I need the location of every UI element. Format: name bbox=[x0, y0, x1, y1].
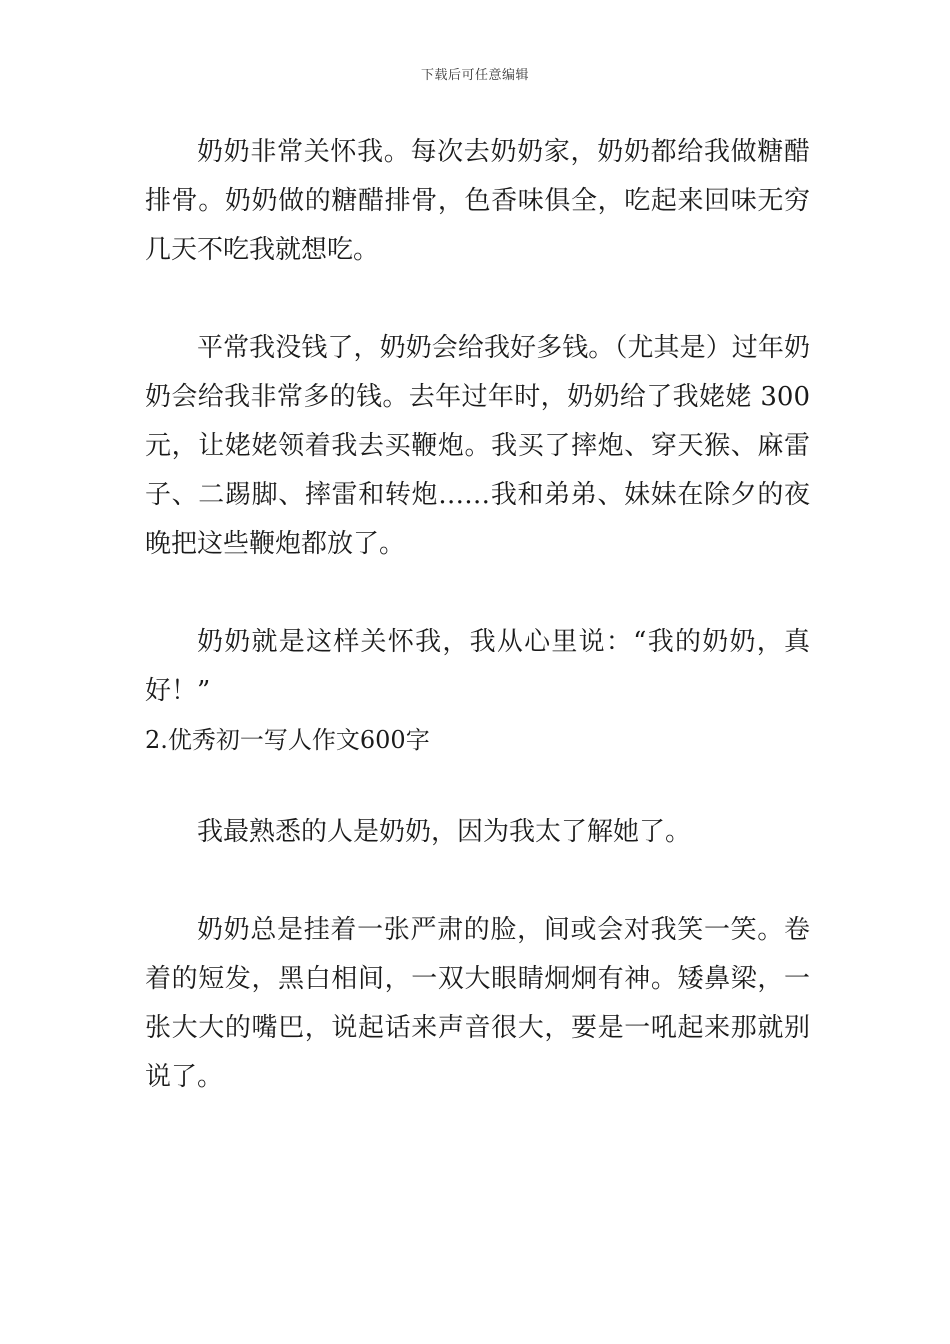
paragraph-new-year-money: 平常我没钱了，奶奶会给我好多钱。（尤其是）过年奶奶会给我非常多的钱。去年过年时，奶奶给了我姥姥 300元，让姥姥领着我去买鞭炮。我买了摔炮、穿天猴、麻雷子、二踢脚、摔雷和转炮……我和弟弟、妹妹在除夕的夜晚把这些鞭炮都放了。 bbox=[145, 333, 810, 559]
paragraph-grandma-cares: 奶奶非常关怀我。每次去奶奶家，奶奶都给我做糖醋排骨。奶奶做的糖醋排骨，色香味俱全，吃起来回味无穷几天不吃我就想吃。 bbox=[145, 137, 810, 265]
page-header-note: 下载后可任意编辑 bbox=[420, 68, 529, 83]
paragraph-grandma-is-good: 奶奶就是这样关怀我，我从心里说：“我的奶奶，真好！” bbox=[145, 627, 810, 706]
paragraph-grandma-appearance: 奶奶总是挂着一张严肃的脸，间或会对我笑一笑。卷着的短发，黑白相间，一双大眼睛炯炯有神。矮鼻梁，一张大大的嘴巴，说起话来声音很大，要是一吼起来那就别说了。 bbox=[145, 915, 810, 1092]
document-body bbox=[145, 128, 810, 1102]
section-heading: 2.优秀初一写人作文600字 bbox=[145, 726, 430, 754]
paragraph-most-familiar: 我最熟悉的人是奶奶，因为我太了解她了。 bbox=[197, 817, 692, 847]
